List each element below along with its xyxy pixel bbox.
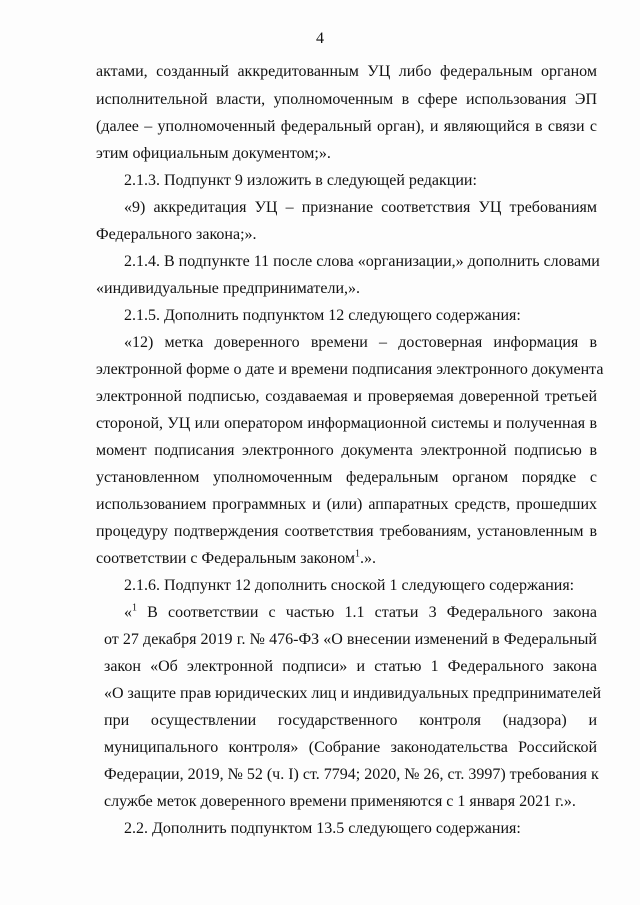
line-text: .». <box>360 550 377 567</box>
paragraph-line: установленном уполномоченным федеральным органом порядке с <box>96 469 597 486</box>
paragraph-line: «индивидуальные предприниматели,». <box>96 280 360 297</box>
line-text: В соответствии с частью 1.1 статьи 3 Федерального закона <box>137 604 597 621</box>
paragraph-line: этим официальным документом;». <box>96 145 331 162</box>
paragraph-line: «9) аккредитация УЦ – признание соответствия УЦ требованиям <box>124 199 597 216</box>
footnote-line: закон «Об электронной подписи» и статью 1 Федерального закона <box>104 658 597 675</box>
footnote-line <box>124 603 597 623</box>
footnote-line: «О защите прав юридических лиц и индивидуальных предпринимателей <box>104 685 602 702</box>
line-text: « <box>124 604 132 621</box>
paragraph-line: использованием программных и (или) аппаратных средств, прошедших <box>96 496 597 513</box>
footnote-line: при осуществлении государственного контроля (надзора) и <box>104 712 597 729</box>
paragraph-line: Федерального закона;». <box>96 226 257 243</box>
page-number: 4 <box>316 30 324 47</box>
paragraph-line: 2.2. Дополнить подпунктом 13.5 следующего содержания: <box>124 820 521 837</box>
paragraph-line: стороной, УЦ или оператором информационной системы и полученная в <box>96 415 597 432</box>
paragraph-line: 2.1.6. Подпункт 12 дополнить сноской 1 следующего содержания: <box>124 577 575 594</box>
paragraph-line: электронной подписью, создаваемая и проверяемая доверенной третьей <box>96 388 597 405</box>
footnote-line: муниципального контроля» (Собрание законодательства Российской <box>104 739 597 756</box>
paragraph-line: процедуру подтверждения соответствия требованиям, установленным в <box>96 523 597 540</box>
paragraph-line: «12) метка доверенного времени – достоверная информация в <box>124 334 597 351</box>
paragraph-line: электронной форме о дате и времени подписания электронного документа <box>96 361 604 378</box>
footnote-marker: 1 <box>355 548 361 560</box>
paragraph-line: момент подписания электронного документа электронной подписью в <box>96 442 597 459</box>
paragraph-line <box>96 549 376 569</box>
paragraph-line: 2.1.3. Подпункт 9 изложить в следующей редакции: <box>124 172 477 189</box>
line-text: соответствии с Федеральным законом <box>96 550 356 567</box>
paragraph-line: исполнительной власти, уполномоченным в сфере использования ЭП <box>96 91 597 108</box>
footnote-line: службе меток доверенного времени применяются с 1 января 2021 г.». <box>104 793 576 810</box>
footnote-line: Федерации, 2019, № 52 (ч. I) ст. 7794; 2020, № 26, ст. 3997) требования к <box>104 766 599 783</box>
footnote-marker: 1 <box>132 602 137 614</box>
paragraph-line: (далее – уполномоченный федеральный орган), и являющийся в связи с <box>96 118 597 135</box>
paragraph-line: 2.1.5. Дополнить подпунктом 12 следующего содержания: <box>124 307 521 324</box>
paragraph-line: 2.1.4. В подпункте 11 после слова «организации,» дополнить словами <box>124 253 600 270</box>
paragraph-line: актами, созданный аккредитованным УЦ либо федеральным органом <box>96 63 597 80</box>
footnote-line: от 27 декабря 2019 г. № 476-ФЗ «О внесении изменений в Федеральный <box>104 631 597 648</box>
